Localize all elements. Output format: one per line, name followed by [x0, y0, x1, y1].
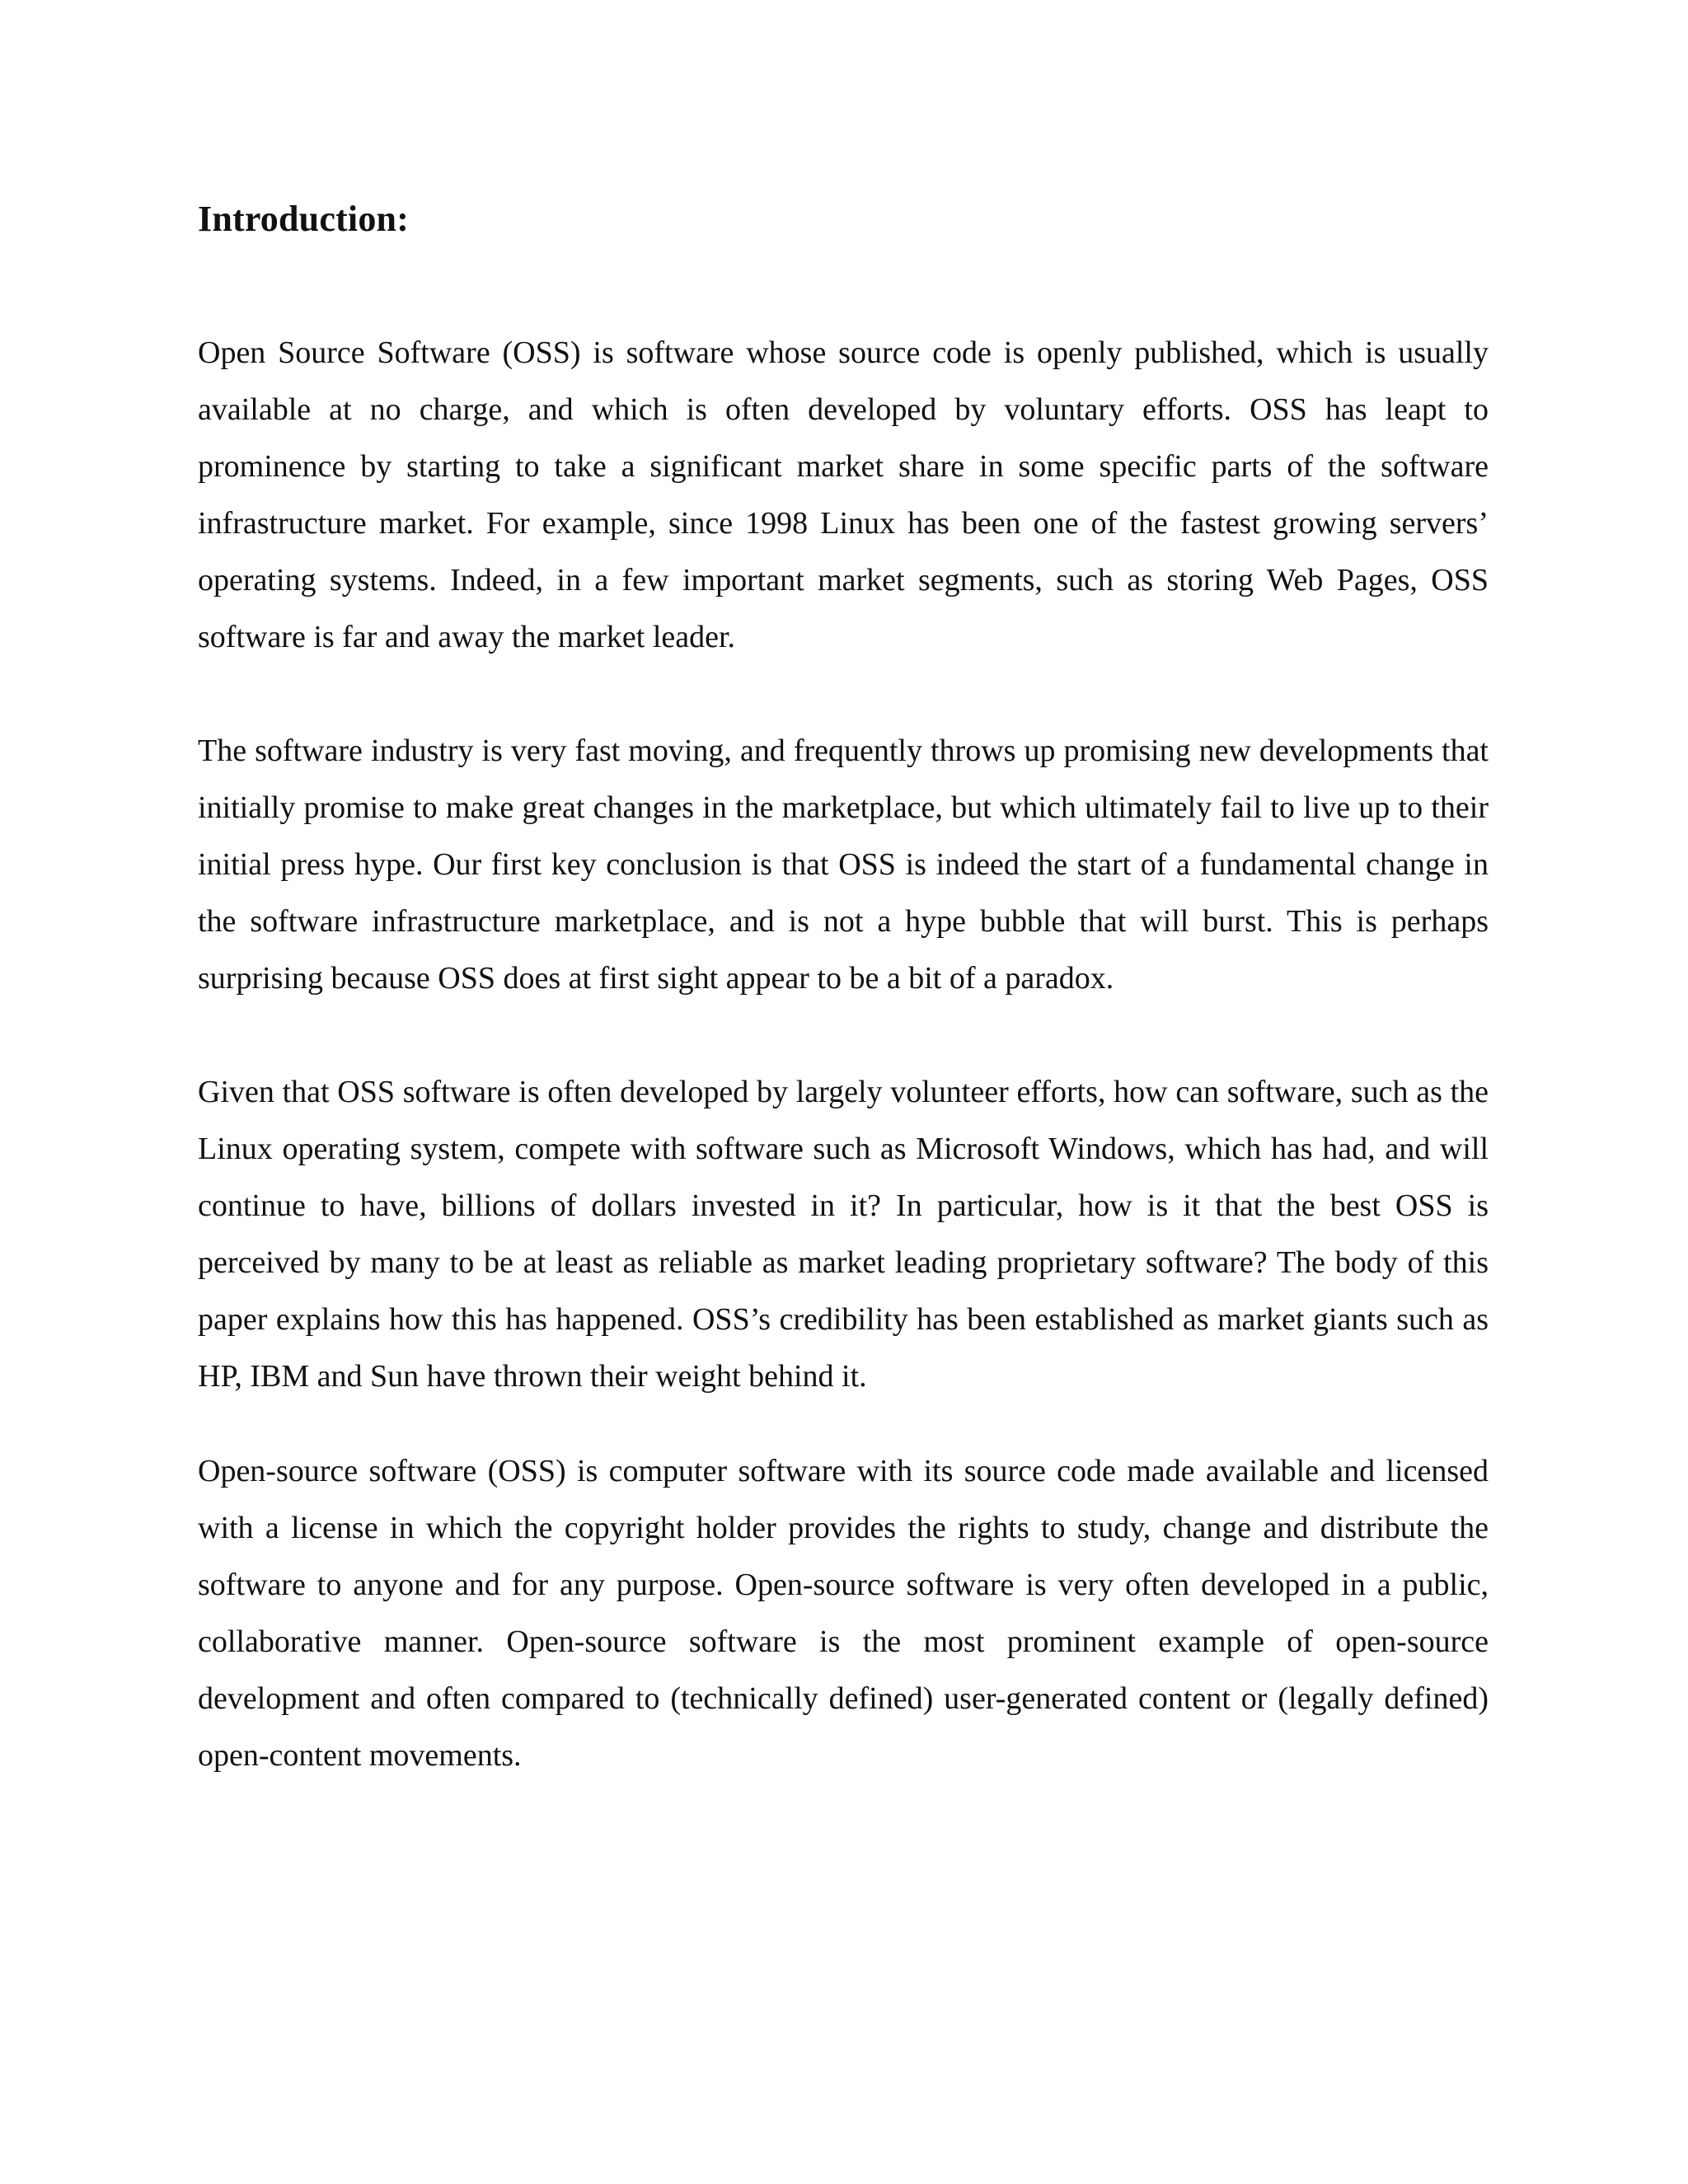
paragraph-3: Given that OSS software is often developed by largely volunteer efforts, how can software, such as the Linux operating system, compete with software such as Microsoft Windows, which has had, and will continue to have, billions of dollars invested in it? In particular, how is it that the best OSS is perceived by many to be at least as reliable as market leading proprietary software? The body of this paper explains how this has happened. OSS’s credibility has been established as market giants such as HP, IBM and Sun have thrown their weight behind it. — [198, 1075, 1489, 1394]
document-body — [198, 194, 1489, 1784]
paragraph-1: Open Source Software (OSS) is software whose source code is openly published, which is usually available at no charge, and which is often developed by voluntary efforts. OSS has leapt to prominence by starting to take a significant market share in some specific parts of the software infrastructure market. For example, since 1998 Linux has been one of the fastest growing servers’ operating systems. Indeed, in a few important market segments, such as storing Web Pages, OSS software is far and away the market leader. — [198, 335, 1489, 654]
paragraph-2: The software industry is very fast moving, and frequently throws up promising new developments that initially promise to make great changes in the marketplace, but which ultimately fail to live up to their initial press hype. Our first key conclusion is that OSS is indeed the start of a fundamental change in the software infrastructure marketplace, and is not a hype bubble that will burst. This is perhaps surprising because OSS does at first sight appear to be a bit of a paradox. — [198, 733, 1489, 996]
section-heading: Introduction: — [198, 199, 410, 239]
paragraph-4: Open-source software (OSS) is computer software with its source code made available and licensed with a license in which the copyright holder provides the rights to study, change and distribute the software to anyone and for any purpose. Open-source software is very often developed in a public, collaborative manner. Open-source software is the most prominent example of open-source development and often compared to (technically defined) user-generated content or (legally defined) open-content movements. — [198, 1454, 1489, 1773]
